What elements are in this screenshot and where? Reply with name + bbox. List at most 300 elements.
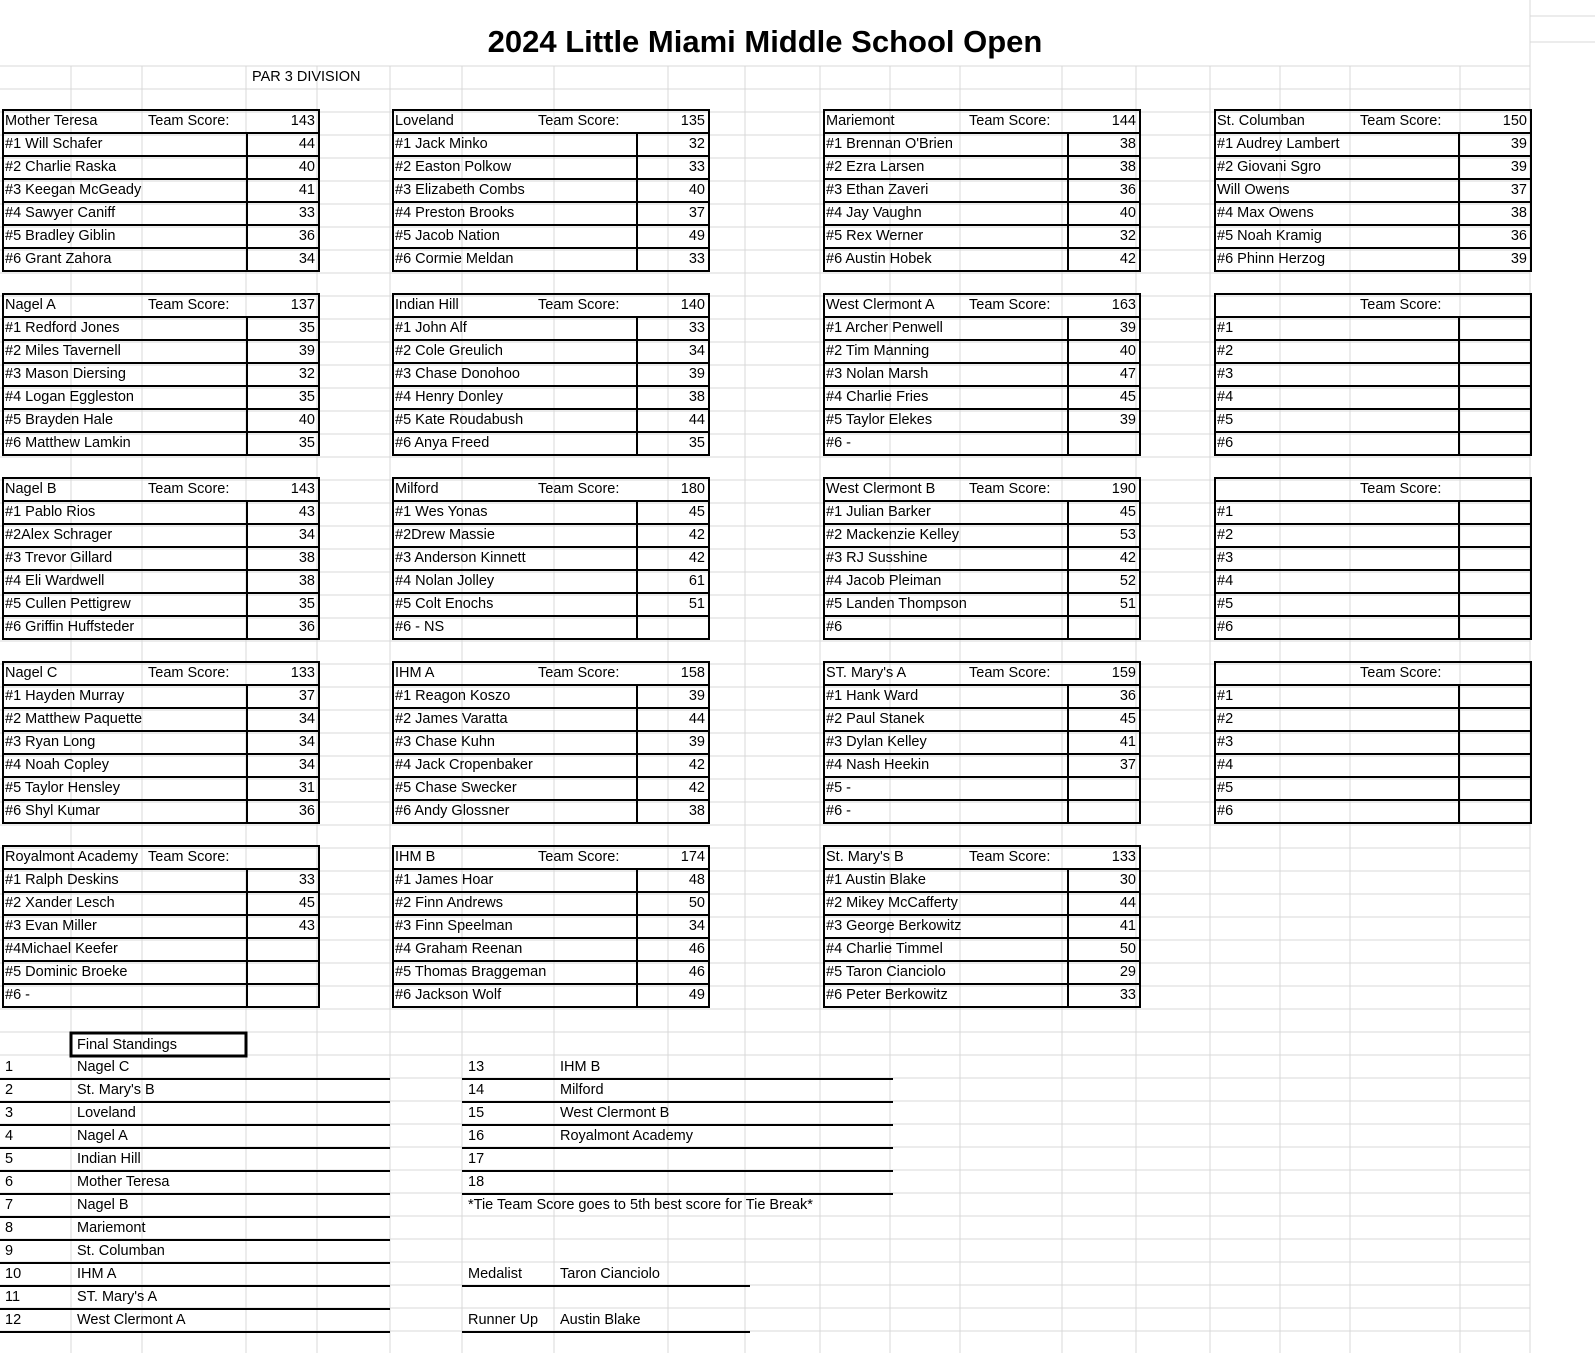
player-name: #3 Dylan Kelley [826, 734, 927, 750]
player-name: #4 Charlie Timmel [826, 941, 943, 957]
player-score: 37 [1510, 182, 1527, 198]
player-score [1459, 340, 1527, 363]
player-score [1068, 432, 1136, 455]
player-name: #3 Chase Donohoo [395, 366, 520, 382]
division-label: PAR 3 DIVISION [252, 69, 361, 85]
player-score [1459, 501, 1527, 524]
team-score: 137 [290, 297, 315, 313]
team-score: 140 [680, 297, 705, 313]
player-score: 43 [298, 504, 315, 520]
player-score: 38 [688, 803, 705, 819]
standing-team: Nagel A [77, 1128, 128, 1144]
team-score-label: Team Score: [1360, 113, 1442, 129]
player-score [1068, 616, 1136, 639]
player-name: #4 Graham Reenan [395, 941, 523, 957]
player-score [1459, 547, 1527, 570]
player-score: 39 [688, 366, 705, 382]
team-score: 135 [680, 113, 705, 129]
player-score: 33 [688, 320, 705, 336]
player-score: 36 [298, 228, 315, 244]
player-score: 45 [1119, 389, 1136, 405]
player-score: 42 [688, 550, 705, 566]
team-score-label: Team Score: [538, 481, 620, 497]
player-score: 36 [298, 619, 315, 635]
player-score: 39 [298, 343, 315, 359]
team-name: IHM A [395, 665, 435, 681]
player-score: 34 [298, 734, 315, 750]
player-name: #5 Jacob Nation [395, 228, 500, 244]
player-score: 38 [1510, 205, 1527, 221]
player-name: #2 Mackenzie Kelley [826, 527, 959, 543]
player-score [637, 616, 705, 639]
player-score [1459, 386, 1527, 409]
player-score: 44 [688, 711, 705, 727]
player-name: #3 Trevor Gillard [5, 550, 113, 566]
player-score: 50 [1119, 941, 1136, 957]
player-name: #3 Elizabeth Combs [395, 182, 525, 198]
player-score: 39 [1119, 412, 1136, 428]
player-name: #6 - [826, 435, 851, 451]
player-name: #4 Nolan Jolley [395, 573, 495, 589]
player-name: #4 Jacob Pleiman [826, 573, 942, 589]
player-score: 38 [298, 550, 315, 566]
standing-team: West Clermont B [560, 1105, 670, 1121]
player-score: 49 [688, 228, 705, 244]
standing-rank: 3 [5, 1105, 14, 1121]
player-score: 42 [688, 780, 705, 796]
player-name: #6 Phinn Herzog [1217, 251, 1326, 267]
team-name [1217, 478, 1355, 501]
player-score: 40 [1119, 343, 1136, 359]
standing-rank: 10 [5, 1266, 22, 1282]
standing-rank: 5 [5, 1151, 14, 1167]
team-score: 180 [680, 481, 705, 497]
standing-rank: 9 [5, 1243, 14, 1259]
standing-rank: 17 [468, 1151, 485, 1167]
player-name: #6 [1217, 803, 1234, 819]
player-name: #2 [1217, 343, 1234, 359]
player-name: #6 [1217, 619, 1234, 635]
player-name: #6 Grant Zahora [5, 251, 112, 267]
team-score-label: Team Score: [1360, 297, 1442, 313]
final-standings-label: Final Standings [77, 1037, 177, 1053]
player-score: 42 [688, 757, 705, 773]
standing-rank: 8 [5, 1220, 14, 1236]
player-score: 38 [298, 573, 315, 589]
team-score: 133 [1111, 849, 1136, 865]
player-score: 33 [298, 872, 315, 888]
team-score-label: Team Score: [969, 665, 1051, 681]
player-name: #6 Griffin Huffsteder [5, 619, 135, 635]
player-score: 30 [1119, 872, 1136, 888]
team-score: 158 [680, 665, 705, 681]
player-name: #6 Jackson Wolf [395, 987, 502, 1003]
player-name: #1 Hank Ward [826, 688, 919, 704]
team-name: West Clermont B [826, 481, 936, 497]
player-name: #5 [1217, 412, 1234, 428]
player-score: 33 [688, 251, 705, 267]
standing-team: Milford [560, 1082, 604, 1098]
player-name: #3 Ethan Zaveri [826, 182, 929, 198]
standing-rank: 11 [5, 1289, 21, 1305]
team-name: St. Mary's B [826, 849, 904, 865]
player-name: #6 Cormie Meldan [395, 251, 514, 267]
player-name: #2 Giovani Sgro [1217, 159, 1321, 175]
team-name: ST. Mary's A [826, 665, 907, 681]
player-score: 45 [1119, 711, 1136, 727]
player-score: 44 [688, 412, 705, 428]
player-score: 35 [298, 596, 315, 612]
player-name: #5 Rex Werner [826, 228, 924, 244]
team-score-label: Team Score: [538, 849, 620, 865]
player-score: 48 [688, 872, 705, 888]
standing-rank: 15 [468, 1105, 485, 1121]
player-name: #4 [1217, 389, 1234, 405]
player-name: #1 [1217, 504, 1234, 520]
player-score: 35 [688, 435, 705, 451]
player-name: #3 [1217, 366, 1234, 382]
standing-team: West Clermont A [77, 1312, 186, 1328]
player-name: #4 [1217, 757, 1234, 773]
player-name: #6 - [5, 987, 30, 1003]
standing-rank: 2 [5, 1082, 14, 1098]
player-name: #2 Cole Greulich [395, 343, 503, 359]
standing-team: IHM B [560, 1059, 601, 1075]
player-name: #1 Will Schafer [5, 136, 103, 152]
player-score: 34 [688, 918, 705, 934]
player-name: #6 Anya Freed [395, 435, 490, 451]
player-name: Will Owens [1217, 182, 1290, 198]
team-score-label: Team Score: [1360, 665, 1442, 681]
team-name: Nagel A [5, 297, 56, 313]
standing-team: Nagel C [77, 1059, 130, 1075]
player-name: #1 [1217, 688, 1234, 704]
player-name: #3 [1217, 734, 1234, 750]
player-score: 40 [298, 412, 315, 428]
player-name: #1 Ralph Deskins [5, 872, 119, 888]
player-name: #2 James Varatta [395, 711, 508, 727]
player-score: 40 [298, 159, 315, 175]
player-score [1459, 685, 1527, 708]
player-name: #5 Thomas Braggeman [395, 964, 547, 980]
player-name: #6 Andy Glossner [395, 803, 510, 819]
player-score: 36 [298, 803, 315, 819]
player-name: #5 Landen Thompson [826, 596, 967, 612]
player-name: #3 RJ Susshine [826, 550, 928, 566]
runner-up-label: Runner Up [468, 1312, 539, 1328]
player-name: #2 Miles Tavernell [5, 343, 121, 359]
team-name: Nagel C [5, 665, 58, 681]
player-score [247, 984, 315, 1007]
team-name: St. Columban [1217, 113, 1305, 129]
team-name: Nagel B [5, 481, 57, 497]
player-name: #3 Finn Speelman [395, 918, 513, 934]
standing-team: Nagel B [77, 1197, 129, 1213]
player-score: 41 [1119, 734, 1136, 750]
player-name: #1 Hayden Murray [5, 688, 125, 704]
player-name: #4 Charlie Fries [826, 389, 929, 405]
standing-rank: 18 [468, 1174, 485, 1190]
player-score: 32 [1119, 228, 1136, 244]
player-score: 53 [1119, 527, 1136, 543]
player-name: #2 Matthew Paquette [5, 711, 143, 727]
team-score-label: Team Score: [969, 113, 1051, 129]
player-name: #6 - [826, 803, 851, 819]
player-score: 36 [1119, 182, 1136, 198]
player-name: #1 [1217, 320, 1234, 336]
player-name: #4 Henry Donley [395, 389, 503, 405]
standing-team: ST. Mary's A [77, 1289, 158, 1305]
player-score [1459, 731, 1527, 754]
team-score-label: Team Score: [148, 113, 230, 129]
player-name: #2 Ezra Larsen [826, 159, 925, 175]
team-score [1459, 662, 1527, 685]
player-score: 39 [1510, 251, 1527, 267]
player-name: #6 Matthew Lamkin [5, 435, 131, 451]
team-score [247, 846, 315, 869]
player-score [1459, 317, 1527, 340]
team-name: IHM B [395, 849, 436, 865]
player-name: #2 Mikey McCafferty [826, 895, 958, 911]
player-name: #2 Finn Andrews [395, 895, 504, 911]
player-score: 61 [688, 573, 705, 589]
player-name: #3 Evan Miller [5, 918, 97, 934]
player-score: 51 [688, 596, 705, 612]
player-name: #6 [826, 619, 843, 635]
player-name: #1 Reagon Koszo [395, 688, 511, 704]
player-score: 34 [298, 711, 315, 727]
player-score: 42 [1119, 550, 1136, 566]
player-score: 39 [1119, 320, 1136, 336]
player-name: #3 Chase Kuhn [395, 734, 495, 750]
player-score: 32 [298, 366, 315, 382]
team-name: Milford [395, 481, 439, 497]
player-score: 39 [688, 734, 705, 750]
player-score: 49 [688, 987, 705, 1003]
team-name: Mother Teresa [5, 113, 98, 129]
player-score [247, 938, 315, 961]
team-score: 150 [1502, 113, 1527, 129]
player-score: 50 [688, 895, 705, 911]
player-name: #3 Mason Diersing [5, 366, 126, 382]
player-score: 29 [1119, 964, 1136, 980]
player-name: #6 [1217, 435, 1234, 451]
player-score: 52 [1119, 573, 1136, 589]
player-score: 34 [298, 757, 315, 773]
player-name: #3 Keegan McGeady [5, 182, 142, 198]
player-score: 36 [1119, 688, 1136, 704]
standing-team: Indian Hill [77, 1151, 141, 1167]
team-score-label: Team Score: [538, 113, 620, 129]
standing-team: Loveland [77, 1105, 136, 1121]
player-name: #4 Max Owens [1217, 205, 1314, 221]
team-score [1459, 294, 1527, 317]
player-score: 46 [688, 964, 705, 980]
team-name: Mariemont [826, 113, 895, 129]
player-score: 41 [298, 182, 315, 198]
player-name: #4 Jay Vaughn [826, 205, 922, 221]
medalist-label: Medalist [468, 1266, 522, 1282]
player-name: #4 Jack Cropenbaker [395, 757, 533, 773]
player-name: #6 Peter Berkowitz [826, 987, 948, 1003]
team-score-label: Team Score: [969, 481, 1051, 497]
player-name: #1 Wes Yonas [395, 504, 488, 520]
player-name: #3 Ryan Long [5, 734, 96, 750]
player-score [1459, 708, 1527, 731]
player-score: 39 [1510, 136, 1527, 152]
standing-team: St. Columban [77, 1243, 165, 1259]
player-name: #5 Dominic Broeke [5, 964, 128, 980]
team-name: Indian Hill [395, 297, 459, 313]
player-score: 42 [1119, 251, 1136, 267]
player-score: 39 [1510, 159, 1527, 175]
player-score [1068, 777, 1136, 800]
player-score: 37 [688, 205, 705, 221]
player-name: #4 Logan Eggleston [5, 389, 134, 405]
player-score [1459, 570, 1527, 593]
player-score: 45 [688, 504, 705, 520]
runner-up-name: Austin Blake [560, 1312, 641, 1328]
player-score: 33 [298, 205, 315, 221]
player-name: #5 Cullen Pettigrew [5, 596, 131, 612]
team-score-label: Team Score: [538, 665, 620, 681]
player-name: #6 - NS [395, 619, 445, 635]
team-score: 159 [1111, 665, 1136, 681]
player-score: 32 [688, 136, 705, 152]
team-score-label: Team Score: [148, 665, 230, 681]
standing-rank: 6 [5, 1174, 14, 1190]
team-score-label: Team Score: [1360, 481, 1442, 497]
team-score-label: Team Score: [969, 297, 1051, 313]
player-score: 41 [1119, 918, 1136, 934]
medalist-name: Taron Cianciolo [560, 1266, 660, 1282]
player-score: 38 [688, 389, 705, 405]
player-name: #5 Taron Cianciolo [826, 964, 946, 980]
player-name: #5 - [826, 780, 851, 796]
player-score [1459, 800, 1527, 823]
team-score: 190 [1111, 481, 1136, 497]
player-name: #2 Charlie Raska [5, 159, 117, 175]
player-name: #2 [1217, 527, 1234, 543]
player-name: #1 Archer Penwell [826, 320, 943, 336]
player-score: 34 [298, 251, 315, 267]
player-name: #2 Tim Manning [826, 343, 930, 359]
player-score: 38 [1119, 136, 1136, 152]
team-score-label: Team Score: [538, 297, 620, 313]
player-name: #2Drew Massie [395, 527, 495, 543]
player-score [1459, 432, 1527, 455]
team-name [1217, 662, 1355, 685]
player-score [1068, 800, 1136, 823]
standing-team: St. Mary's B [77, 1082, 155, 1098]
player-name: #3 [1217, 550, 1234, 566]
player-name: #1 Jack Minko [395, 136, 488, 152]
player-score: 36 [1510, 228, 1527, 244]
player-name: #5 Chase Swecker [395, 780, 517, 796]
player-score: 31 [298, 780, 315, 796]
player-score: 38 [1119, 159, 1136, 175]
player-score: 33 [688, 159, 705, 175]
player-score: 33 [1119, 987, 1136, 1003]
team-score [1459, 478, 1527, 501]
player-score: 35 [298, 389, 315, 405]
player-score [247, 961, 315, 984]
player-name: #2 Xander Lesch [5, 895, 115, 911]
team-score: 143 [290, 113, 315, 129]
player-name: #4 Preston Brooks [395, 205, 515, 221]
team-name: Royalmont Academy [5, 849, 138, 865]
team-name: West Clermont A [826, 297, 935, 313]
player-score: 43 [298, 918, 315, 934]
standing-rank: 4 [5, 1128, 14, 1144]
player-name: #5 Bradley Giblin [5, 228, 116, 244]
player-score [1459, 363, 1527, 386]
player-name: #3 Anderson Kinnett [395, 550, 526, 566]
team-score-label: Team Score: [148, 481, 230, 497]
player-name: #5 Kate Roudabush [395, 412, 524, 428]
standing-team: Mariemont [77, 1220, 146, 1236]
player-name: #4 Noah Copley [5, 757, 109, 773]
player-score: 44 [298, 136, 315, 152]
player-name: #1 Austin Blake [826, 872, 926, 888]
player-name: #2 Paul Stanek [826, 711, 925, 727]
team-name: Loveland [395, 113, 454, 129]
player-score: 34 [688, 343, 705, 359]
player-score: 34 [298, 527, 315, 543]
player-score [1459, 593, 1527, 616]
team-name [1217, 294, 1355, 317]
player-name: #5 Taylor Elekes [826, 412, 933, 428]
standing-team: Royalmont Academy [560, 1128, 693, 1144]
player-name: #5 Taylor Hensley [5, 780, 120, 796]
team-score-label: Team Score: [969, 849, 1051, 865]
player-score [1459, 754, 1527, 777]
player-name: #4Michael Keefer [5, 941, 118, 957]
player-score [1459, 777, 1527, 800]
standing-rank: 14 [468, 1082, 485, 1098]
player-score: 47 [1119, 366, 1136, 382]
player-name: #4 Sawyer Caniff [5, 205, 116, 221]
standing-rank: 7 [5, 1197, 14, 1213]
player-score: 40 [1119, 205, 1136, 221]
player-score: 35 [298, 320, 315, 336]
team-score: 163 [1111, 297, 1136, 313]
standing-rank: 13 [468, 1059, 485, 1075]
player-score: 45 [1119, 504, 1136, 520]
player-name: #3 George Berkowitz [826, 918, 962, 934]
player-name: #2 Easton Polkow [395, 159, 512, 175]
player-score: 46 [688, 941, 705, 957]
player-name: #1 Pablo Rios [5, 504, 96, 520]
player-score [1459, 616, 1527, 639]
player-name: #4 Nash Heekin [826, 757, 930, 773]
tie-break-note: *Tie Team Score goes to 5th best score for Tie Break* [468, 1197, 813, 1213]
standing-team: IHM A [77, 1266, 117, 1282]
team-score: 143 [290, 481, 315, 497]
player-score: 40 [688, 182, 705, 198]
team-score-label: Team Score: [148, 849, 230, 865]
player-name: #4 [1217, 573, 1234, 589]
player-name: #5 [1217, 780, 1234, 796]
player-name: #6 Austin Hobek [826, 251, 932, 267]
standing-rank: 1 [5, 1059, 14, 1075]
player-score: 37 [1119, 757, 1136, 773]
player-name: #1 James Hoar [395, 872, 494, 888]
player-name: #1 Julian Barker [826, 504, 931, 520]
team-score: 133 [290, 665, 315, 681]
standing-team: Mother Teresa [77, 1174, 170, 1190]
player-score: 35 [298, 435, 315, 451]
